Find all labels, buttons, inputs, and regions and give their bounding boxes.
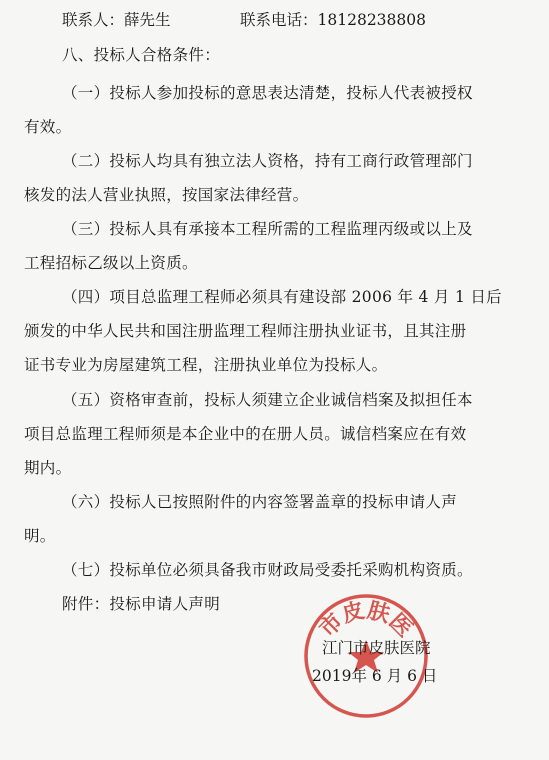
contact-phone-label: 联系电话： (240, 11, 318, 29)
contact-person-label: 联系人： (62, 11, 125, 29)
condition-3-line-2: 工程招标乙级以上资质。 (24, 254, 198, 272)
condition-3-line-1: （三）投标人具有承接本工程所需的工程监理丙级或以上及 (62, 220, 473, 238)
condition-1-line-2: 有效。 (24, 118, 72, 136)
condition-6-line-1: （六）投标人已按照附件的内容签署盖章的投标申请人声 (62, 493, 458, 511)
condition-5-line-1: （五）资格审查前，投标人须建立企业诚信档案及拟担任本 (62, 391, 473, 409)
contact-phone-value: 18128238808 (317, 11, 426, 29)
condition-7-line-1: （七）投标单位必须具备我市财政局受委托采购机构资质。 (62, 561, 473, 579)
contact-person (62, 8, 171, 30)
condition-5-line-2: 项目总监理工程师须是本企业中的在册人员。诚信档案应在有效 (24, 425, 467, 443)
condition-6-line-2: 明。 (24, 527, 56, 545)
signature-organization: 江门市皮肤医院 (322, 639, 431, 657)
condition-1-line-1: （一）投标人参加投标的意思表达清楚，投标人代表被授权 (62, 84, 473, 102)
attachment-note: 附件：投标申请人声明 (62, 595, 221, 613)
seal-text: 市皮肤医 (314, 597, 418, 642)
condition-4-line-3: 证书专业为房屋建筑工程，注册执业单位为投标人。 (24, 356, 388, 374)
condition-2-line-2: 核发的法人营业执照，按国家法律经营。 (24, 186, 309, 204)
condition-5-line-3: 期内。 (24, 459, 72, 477)
condition-4-line-1: （四）项目总监理工程师必须具有建设部 2006 年 4 月 1 日后 (62, 288, 502, 306)
contact-phone (240, 8, 426, 30)
condition-4-line-2: 颁发的中华人民共和国注册监理工程师注册执业证书，且其注册 (24, 322, 467, 340)
condition-2-line-1: （二）投标人均具有独立法人资格，持有工商行政管理部门 (62, 152, 473, 170)
signature-date: 2019年 6 月 6 日 (312, 667, 438, 685)
section-title: 八、投标人合格条件： (62, 46, 221, 64)
contact-person-value: 薛先生 (124, 11, 171, 29)
